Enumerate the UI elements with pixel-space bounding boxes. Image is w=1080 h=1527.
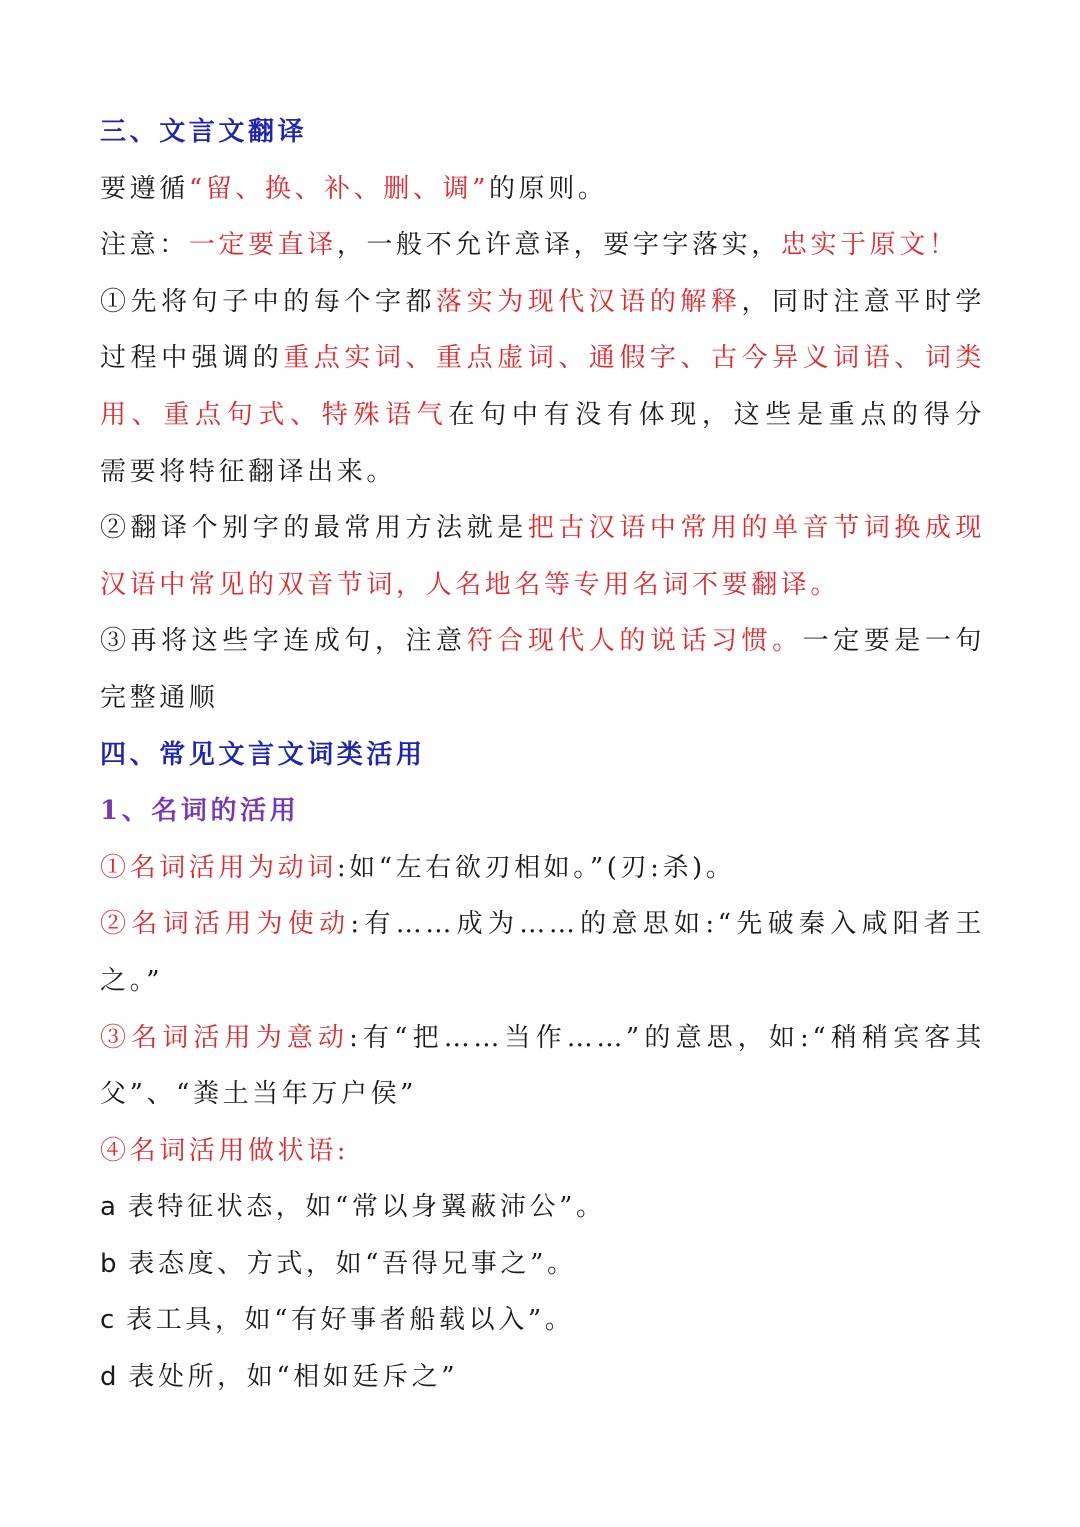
- item-text: 表处所，如“相如廷斥之”: [116, 1362, 459, 1393]
- usage-item-4-label: ④名词活用做状语:: [100, 1135, 350, 1166]
- adverbial-item-d: [100, 1349, 985, 1406]
- usage-item-3: [100, 1010, 985, 1067]
- principle-pre: 要遵循: [100, 173, 189, 204]
- item-letter: c: [100, 1305, 115, 1336]
- point-1-line-3: [100, 387, 985, 444]
- section-3-heading: 三、文言文翻译: [100, 117, 308, 147]
- usage-item-2-text: :有……成为……的意思如:“先破秦入咸阳者王: [350, 909, 985, 940]
- point-1-highlight: 落实为现代汉语的解释: [436, 286, 742, 317]
- point-1-line-4: 需要将特征翻译出来。: [100, 456, 397, 487]
- note-label: 注意：: [100, 230, 189, 261]
- item-letter: b: [100, 1248, 117, 1279]
- item-text: 表特征状态，如“常以身翼蔽沛公”。: [115, 1192, 606, 1223]
- item-text: 表工具，如“有好事者船载以入”。: [114, 1305, 575, 1336]
- usage-item-2-label: ②名词活用为使动: [100, 909, 351, 940]
- point-2-highlight: 把古汉语中常用的单音节词换成现: [527, 513, 985, 544]
- usage-item-1-label: ①名词活用为动词: [100, 852, 337, 883]
- principle-highlight: “留、换、补、删、调”: [188, 173, 489, 204]
- point-3-text-cont: 一定要是一句: [802, 626, 985, 657]
- note-highlight-direct: 一定要直译: [188, 230, 337, 261]
- note-line: [100, 217, 985, 274]
- usage-item-1-text: :如“左右欲刃相如。”(刃:杀)。: [336, 852, 736, 883]
- usage-item-3-label: ③名词活用为意动: [100, 1022, 350, 1053]
- point-1-highlight: 重点实词、重点虚词、通假字、古今异义词语、词类: [283, 343, 985, 374]
- point-1-line-1: [100, 274, 985, 331]
- item-letter: a: [100, 1192, 116, 1223]
- point-2-text: ②翻译个别字的最常用方法就是: [100, 513, 528, 544]
- point-3-line-1: [100, 613, 985, 670]
- note-middle: ，一般不允许意译，要字字落实，: [336, 230, 781, 261]
- point-1-text: 在句中有没有体现，这些是重点的得分: [448, 399, 985, 430]
- adverbial-item-a: [100, 1179, 985, 1236]
- usage-item-2: [100, 896, 985, 953]
- adverbial-item-b: [100, 1236, 985, 1293]
- principle-line: [100, 161, 985, 218]
- adverbial-item-c: [100, 1292, 985, 1349]
- document-body: [100, 104, 985, 1406]
- point-1-text-cont: ，同时注意平时学: [741, 286, 985, 317]
- item-text: 表态度、方式，如“吾得兄事之”。: [116, 1248, 577, 1279]
- subsection-1-heading: 1、名词的活用: [100, 796, 300, 827]
- point-1-text: 过程中强调的: [100, 343, 284, 374]
- section-4-heading: 四、常见文言文词类活用: [100, 739, 426, 770]
- point-1-highlight: 用、重点句式、特殊语气: [100, 399, 449, 430]
- item-letter: d: [100, 1362, 117, 1393]
- usage-item-2-cont: 之。”: [100, 965, 164, 996]
- point-1-text: ①先将句子中的每个字都: [100, 286, 437, 317]
- point-2-line-1: [100, 500, 985, 557]
- principle-post: 的原则。: [489, 173, 608, 204]
- usage-item-3-text: :有“把……当作……”的意思，如:“稍稍宾客其: [349, 1022, 985, 1053]
- usage-item-1: [100, 840, 985, 897]
- point-3-highlight: 符合现代人的说话习惯。: [466, 626, 803, 657]
- note-highlight-faithful: 忠实于原文！: [780, 230, 959, 261]
- usage-item-3-cont: 父”、“粪土当年万户侯”: [100, 1079, 418, 1110]
- point-3-text: ③再将这些字连成句，注意: [100, 626, 467, 657]
- point-1-line-2: [100, 330, 985, 387]
- point-3-line-2: 完整通顺: [100, 682, 219, 713]
- point-2-line-2: 汉语中常见的双音节词，人名地名等专用名词不要翻译。: [100, 569, 841, 600]
